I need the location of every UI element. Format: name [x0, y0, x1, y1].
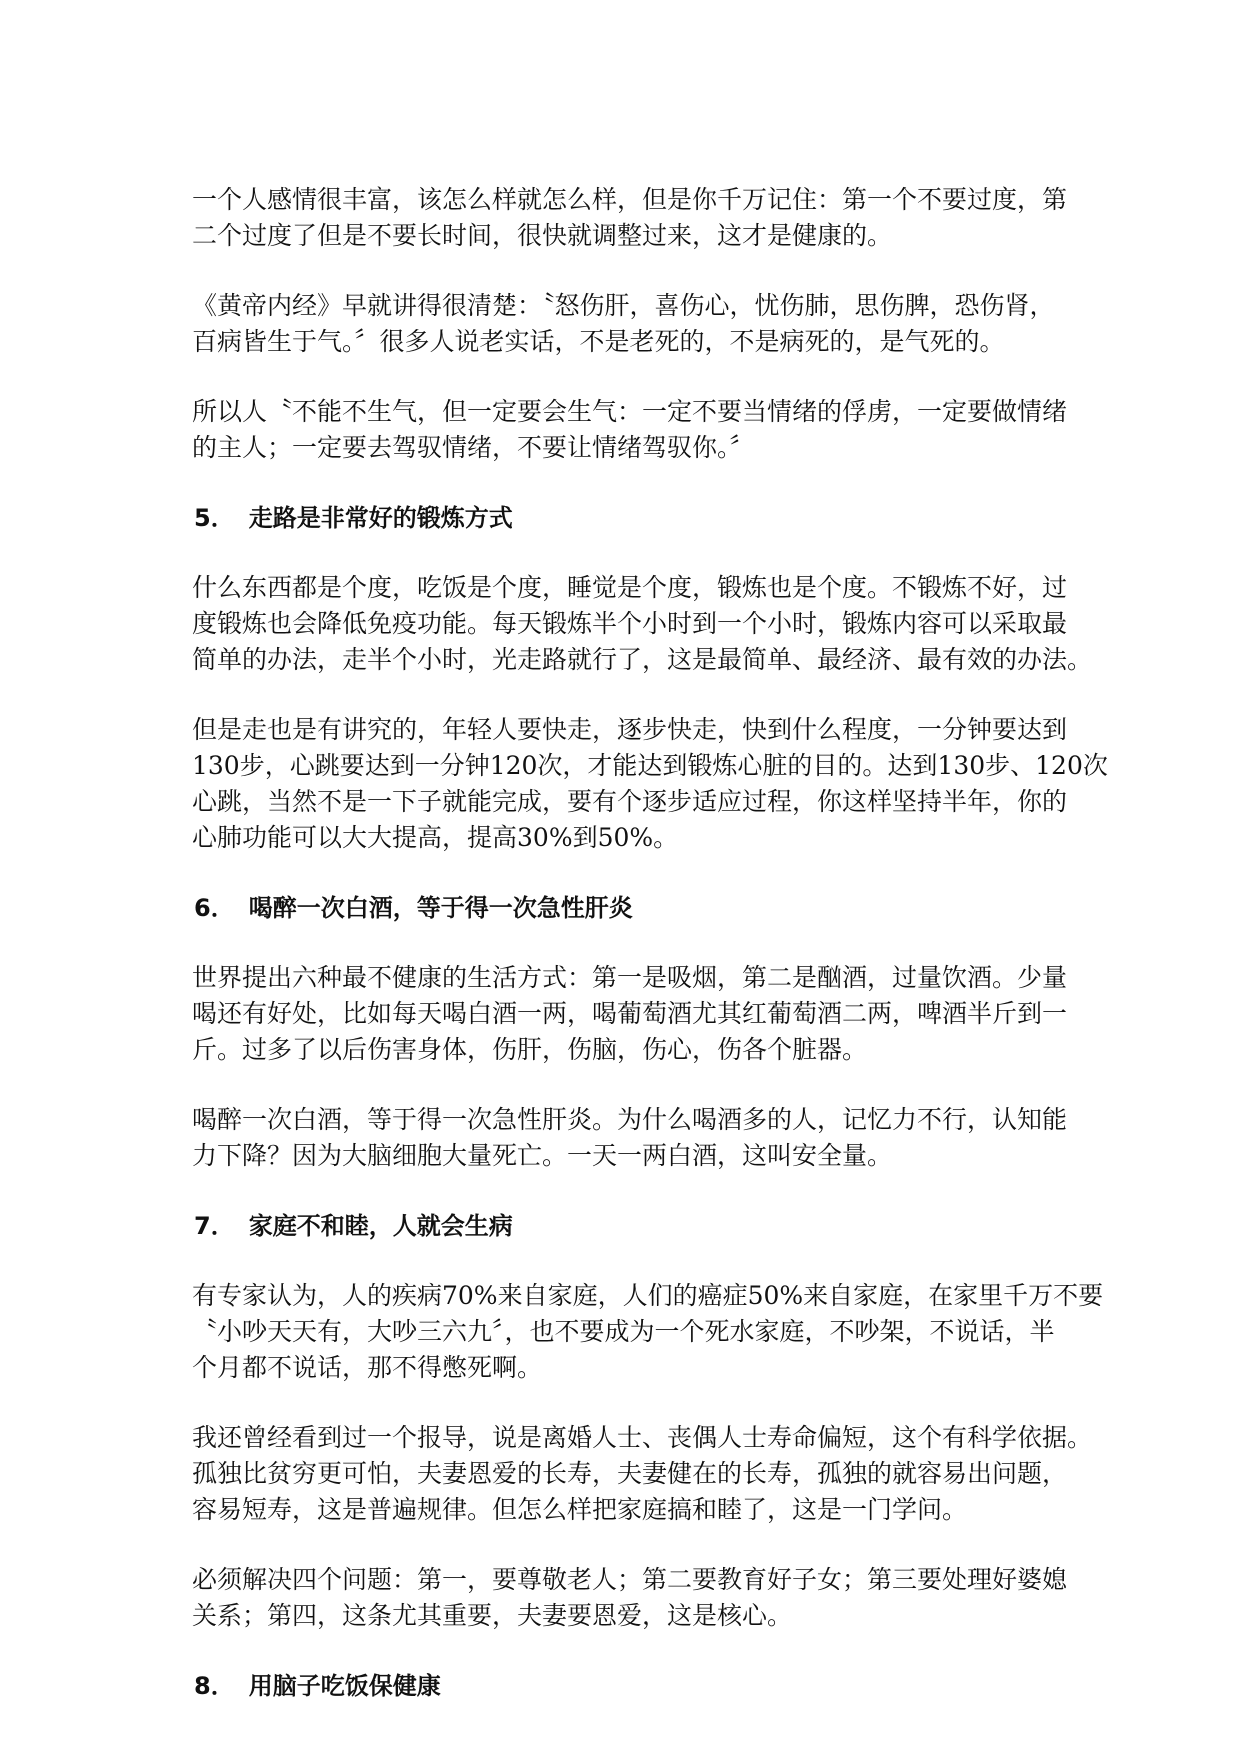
paragraph-line: 但是走也是有讲究的，年轻人要快走，逐步快走，快到什么程度，一分钟要达到: [192, 715, 1068, 744]
section-title: 喝醉一次白酒，等于得一次急性肝炎: [248, 894, 633, 922]
paragraph: [192, 394, 1068, 466]
section-heading: [192, 1208, 1062, 1244]
paragraph-line: 简单的办法，走半个小时，光走路就行了，这是最简单、最经济、最有效的办法。: [192, 645, 1093, 674]
paragraph-line: 关系；第四，这条尤其重要，夫妻要恩爱，这是核心。: [192, 1601, 793, 1630]
paragraph-line: 喝还有好处，比如每天喝白酒一两，喝葡萄酒尤其红葡萄酒二两，啤酒半斤到一: [192, 999, 1068, 1028]
paragraph-line: 百病皆生于气。〞很多人说老实话，不是老死的，不是病死的，是气死的。: [192, 327, 1005, 356]
paragraph-line: 世界提出六种最不健康的生活方式：第一是吸烟，第二是酗酒，过量饮酒。少量: [192, 963, 1068, 992]
paragraph-line: 130步，心跳要达到一分钟120次，才能达到锻炼心脏的目的。达到130步、120次: [192, 751, 1108, 780]
paragraph: [192, 570, 1093, 678]
paragraph-line: 有专家认为，人的疾病70%来自家庭，人们的癌症50%来自家庭，在家里千万不要: [192, 1281, 1104, 1310]
paragraph-line: 孤独比贫穷更可怕，夫妻恩爱的长寿，夫妻健在的长寿，孤独的就容易出问题，: [192, 1459, 1068, 1488]
paragraph-line: 《黄帝内经》早就讲得很清楚：〝怒伤肝，喜伤心，忧伤肺，思伤脾，恐伤肾，: [192, 291, 1055, 320]
section-heading: [192, 500, 1062, 536]
paragraph: [192, 288, 1062, 360]
paragraph: [192, 182, 1068, 254]
paragraph-line: 力下降？因为大脑细胞大量死亡。一天一两白酒，这叫安全量。: [192, 1141, 893, 1170]
section-number: 5．: [194, 504, 235, 532]
paragraph-line: 二个过度了但是不要长时间，很快就调整过来，这才是健康的。: [192, 221, 893, 250]
section-title: 走路是非常好的锻炼方式: [248, 504, 513, 532]
paragraph: [192, 1278, 1104, 1386]
paragraph-line: 容易短寿，这是普遍规律。但怎么样把家庭搞和睦了，这是一门学问。: [192, 1495, 968, 1524]
paragraph-line: 我还曾经看到过一个报导，说是离婚人士、丧偶人士寿命偏短，这个有科学依据。: [192, 1423, 1093, 1452]
paragraph-line: 的主人；一定要去驾驭情绪，不要让情绪驾驭你。〞: [192, 433, 755, 462]
paragraph: [192, 1102, 1068, 1174]
paragraph-line: 心肺功能可以大大提高，提高30%到50%。: [192, 823, 679, 852]
section-heading: [192, 1668, 1062, 1704]
paragraph-line: 什么东西都是个度，吃饭是个度，睡觉是个度，锻炼也是个度。不锻炼不好，过: [192, 573, 1068, 602]
paragraph-line: 斤。过多了以后伤害身体，伤肝，伤脑，伤心，伤各个脏器。: [192, 1035, 868, 1064]
document-page: [192, 182, 1108, 1738]
paragraph-line: 〝小吵天天有，大吵三六九〞，也不要成为一个死水家庭，不吵架，不说话，半: [192, 1317, 1055, 1346]
section-number: 8．: [194, 1672, 235, 1700]
section-title: 用脑子吃饭保健康: [248, 1672, 441, 1700]
section-number: 7．: [194, 1212, 235, 1240]
paragraph-line: 所以人〝不能不生气，但一定要会生气：一定不要当情绪的俘虏，一定要做情绪: [192, 397, 1068, 426]
paragraph: [192, 1420, 1093, 1528]
paragraph-line: 心跳，当然不是一下子就能完成，要有个逐步适应过程，你这样坚持半年，你的: [192, 787, 1068, 816]
section-title: 家庭不和睦，人就会生病: [248, 1212, 513, 1240]
paragraph: [192, 712, 1108, 856]
paragraph-line: 度锻炼也会降低免疫功能。每天锻炼半个小时到一个小时，锻炼内容可以采取最: [192, 609, 1068, 638]
section-heading: [192, 890, 1062, 926]
paragraph: [192, 1562, 1068, 1634]
paragraph-line: 一个人感情很丰富，该怎么样就怎么样，但是你千万记住：第一个不要过度，第: [192, 185, 1068, 214]
paragraph: [192, 960, 1068, 1068]
paragraph-line: 个月都不说话，那不得憋死啊。: [192, 1353, 543, 1382]
paragraph-line: 喝醉一次白酒，等于得一次急性肝炎。为什么喝酒多的人，记忆力不行，认知能: [192, 1105, 1068, 1134]
paragraph-line: 必须解决四个问题：第一，要尊敬老人；第二要教育好子女；第三要处理好婆媳: [192, 1565, 1068, 1594]
section-number: 6．: [194, 894, 235, 922]
